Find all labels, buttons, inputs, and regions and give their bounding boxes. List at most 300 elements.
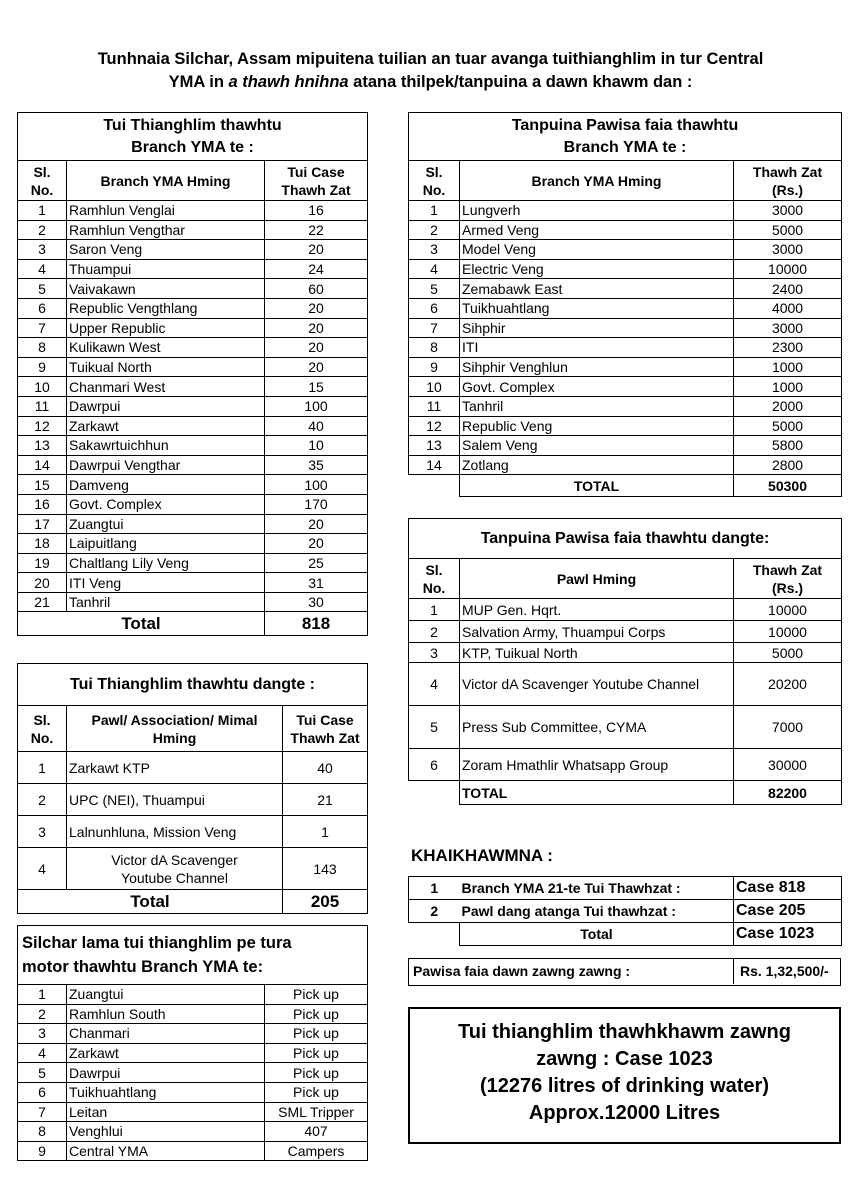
row-val: 20 (265, 534, 368, 554)
other-water-title-row (18, 664, 368, 706)
row-no: 1 (409, 201, 460, 221)
branch-water-title-row (18, 113, 368, 161)
branch-water-title-1: Tui Thianghlim thawhtu (103, 116, 282, 134)
row-val: 40 (265, 416, 368, 436)
row-name: Govt. Complex (67, 494, 265, 514)
row-name: Tanhril (460, 396, 734, 416)
header-line-2 (10, 71, 851, 94)
summary-row (409, 877, 842, 900)
row-name: Saron Veng (67, 240, 265, 260)
row-label: Branch YMA 21-te Tui Thawhzat : (460, 877, 734, 900)
row-name: Zemabawk East (460, 279, 734, 299)
row-name: Sihphir (460, 318, 734, 338)
total-label: Total (460, 923, 734, 946)
row-no: 4 (18, 259, 67, 279)
transport-title-row (18, 926, 368, 985)
row-val: 20 (265, 357, 368, 377)
row-name: Electric Veng (460, 259, 734, 279)
row-no: 3 (18, 1024, 67, 1044)
col-name: Branch YMA Hming (460, 161, 734, 201)
row-val: 10 (265, 436, 368, 456)
row-val: 20200 (734, 663, 842, 706)
other-money-header-row (409, 559, 842, 599)
row-val: 31 (265, 573, 368, 593)
row-val: 1000 (734, 357, 842, 377)
col-val-2: Thawh Zat (290, 729, 360, 746)
col-sl-1: Sl. (425, 561, 443, 578)
col-sl (409, 161, 460, 201)
row-name: Zarkawt (67, 416, 265, 436)
blank-cell (409, 475, 460, 497)
row-name: Victor dA Scavenger Youtube Channel (460, 663, 734, 706)
row-val: 10000 (734, 599, 842, 621)
other-water-title: Tui Thianghlim thawhtu dangte : (18, 664, 368, 706)
row-name: Tanhril (67, 592, 265, 612)
row-no: 14 (18, 455, 67, 475)
row-val: 20 (265, 298, 368, 318)
table-row (18, 1141, 368, 1161)
table-row (18, 573, 368, 593)
row-val: 20 (265, 514, 368, 534)
table-row (18, 201, 368, 221)
col-val-1: Thawh Zat (752, 163, 823, 180)
row-no: 10 (409, 377, 460, 397)
final-line-1: Tui thianghlim thawhkhawm zawng (458, 1021, 791, 1043)
total-label: Total (18, 890, 283, 914)
row-name: Sakawrtuichhun (67, 436, 265, 456)
col-sl-2: No. (30, 181, 54, 198)
table-row (18, 396, 368, 416)
col-name (67, 706, 283, 752)
col-name-2: Hming (152, 729, 197, 746)
table-row (409, 396, 842, 416)
table-row (409, 416, 842, 436)
transport-body (18, 926, 368, 1161)
table-row (18, 592, 368, 612)
table-row (409, 455, 842, 475)
col-sl-2: No. (422, 181, 446, 198)
row-no: 6 (18, 298, 67, 318)
row-name (67, 848, 283, 890)
row-name: Chaltlang Lily Veng (67, 553, 265, 573)
row-name: Zuangtui (67, 985, 265, 1005)
row-val: Pick up (265, 1043, 368, 1063)
row-no: 4 (409, 259, 460, 279)
row-val: Pick up (265, 1063, 368, 1083)
row-no: 4 (18, 848, 67, 890)
row-val: 21 (283, 784, 368, 816)
row-no: 1 (18, 201, 67, 221)
row-name-2: Youtube Channel (121, 869, 228, 886)
row-name: Tuikhuahtlang (460, 298, 734, 318)
total-value: 50300 (734, 475, 842, 497)
row-name: Republic Vengthlang (67, 298, 265, 318)
row-name: KTP, Tuikual North (460, 643, 734, 663)
col-sl-2: No. (30, 729, 54, 746)
table-row (18, 1122, 368, 1142)
row-val: Case 818 (734, 877, 842, 900)
row-no: 3 (18, 816, 67, 848)
row-no: 15 (18, 475, 67, 495)
row-name: Chanmari West (67, 377, 265, 397)
total-value: Case 1023 (734, 923, 842, 946)
row-val: 30 (265, 592, 368, 612)
row-name: Upper Republic (67, 318, 265, 338)
table-row (409, 279, 842, 299)
row-val: 30000 (734, 749, 842, 781)
table-row (18, 816, 368, 848)
total-value: 205 (283, 890, 368, 914)
row-no: 4 (18, 1043, 67, 1063)
row-val: 5800 (734, 436, 842, 456)
table-row (409, 318, 842, 338)
branch-water-header-row (18, 161, 368, 201)
branch-money-table (408, 112, 842, 497)
branch-water-title (18, 113, 368, 161)
table-row (18, 1043, 368, 1063)
table-row (18, 318, 368, 338)
row-val: 4000 (734, 298, 842, 318)
branch-money-title (409, 113, 842, 161)
money-total-label: Pawisa faia dawn zawng zawng : (413, 963, 631, 979)
row-name: Dawrpui (67, 1063, 265, 1083)
row-val: 35 (265, 455, 368, 475)
transport-title (18, 926, 368, 985)
branch-money-title-1: Tanpuina Pawisa faia thawhtu (511, 116, 739, 134)
other-money-title: Tanpuina Pawisa faia thawhtu dangte: (409, 519, 842, 559)
col-sl-2: No. (422, 579, 446, 596)
table-row (18, 1063, 368, 1083)
row-val: 25 (265, 553, 368, 573)
row-val: 143 (283, 848, 368, 890)
transport-title-1: Silchar lama tui thianghlim pe tura (22, 934, 292, 952)
table-row (18, 848, 368, 890)
table-row (409, 220, 842, 240)
branch-money-header-row (409, 161, 842, 201)
row-no: 2 (18, 784, 67, 816)
header-line-2-start: YMA in (168, 73, 229, 91)
row-val: 170 (265, 494, 368, 514)
table-row (18, 475, 368, 495)
row-name: Tuikual North (67, 357, 265, 377)
row-no: 7 (409, 318, 460, 338)
summary-total-row (409, 923, 842, 946)
table-row (18, 240, 368, 260)
row-val: Case 205 (734, 900, 842, 923)
branch-water-title-2: Branch YMA te : (131, 138, 254, 156)
table-row (409, 663, 842, 706)
final-line-2: zawng : Case 1023 (536, 1048, 713, 1070)
table-row (18, 377, 368, 397)
row-val: Pick up (265, 1024, 368, 1044)
row-no: 17 (18, 514, 67, 534)
row-no: 3 (18, 240, 67, 260)
row-val: 60 (265, 279, 368, 299)
row-name: Zuangtui (67, 514, 265, 534)
row-no: 2 (18, 1004, 67, 1024)
total-value: 818 (265, 612, 368, 636)
money-total-value: Rs. 1,32,500/- (740, 963, 829, 979)
row-no: 5 (409, 706, 460, 749)
row-val: 20 (265, 240, 368, 260)
row-no: 20 (18, 573, 67, 593)
row-val: 10000 (734, 621, 842, 643)
other-water-table (17, 663, 368, 914)
other-water-header-row (18, 706, 368, 752)
branch-water-table (17, 112, 368, 636)
table-row (409, 240, 842, 260)
table-row (18, 1004, 368, 1024)
col-name: Pawl Hming (460, 559, 734, 599)
transport-table (17, 925, 368, 1161)
row-no: 9 (18, 357, 67, 377)
row-val: 1 (283, 816, 368, 848)
row-name: Zotlang (460, 455, 734, 475)
row-no: 11 (409, 396, 460, 416)
final-line-3: (12276 litres of drinking water) (480, 1075, 769, 1097)
table-row (409, 643, 842, 663)
row-no: 4 (409, 663, 460, 706)
col-val (283, 706, 368, 752)
row-no: 14 (409, 455, 460, 475)
table-row (409, 749, 842, 781)
row-no: 6 (409, 298, 460, 318)
money-divider (733, 959, 734, 984)
col-sl-1: Sl. (425, 163, 443, 180)
total-value: 82200 (734, 781, 842, 805)
branch-money-title-2: Branch YMA te : (563, 138, 687, 156)
table-row (18, 416, 368, 436)
col-sl-1: Sl. (33, 711, 51, 728)
table-row (409, 338, 842, 358)
total-label: Total (18, 612, 265, 636)
total-row (18, 890, 368, 914)
table-row (18, 338, 368, 358)
row-name: Tuikhuahtlang (67, 1082, 265, 1102)
row-val: 2000 (734, 396, 842, 416)
other-money-table (408, 518, 842, 805)
row-no: 6 (409, 749, 460, 781)
row-name: Leitan (67, 1102, 265, 1122)
row-val: SML Tripper (265, 1102, 368, 1122)
row-val: 16 (265, 201, 368, 221)
branch-money-body (409, 113, 842, 497)
row-no: 1 (18, 752, 67, 784)
table-row (409, 377, 842, 397)
row-val: 2400 (734, 279, 842, 299)
row-no: 2 (409, 900, 460, 923)
row-name-1: Victor dA Scavenger (111, 851, 238, 868)
row-no: 8 (18, 1122, 67, 1142)
row-val: 1000 (734, 377, 842, 397)
row-val: 3000 (734, 201, 842, 221)
row-name: UPC (NEI), Thuampui (67, 784, 283, 816)
table-row (18, 985, 368, 1005)
table-row (409, 298, 842, 318)
header-line-1: Tunhnaia Silchar, Assam mipuitena tuilian an tuar avanga tuithianghlim in tur Central (97, 50, 764, 68)
table-row (18, 534, 368, 554)
summary-table (408, 876, 842, 946)
col-val-1: Tui Case (287, 163, 345, 180)
row-val: Pick up (265, 985, 368, 1005)
row-name: Armed Veng (460, 220, 734, 240)
row-val: 15 (265, 377, 368, 397)
row-name: Central YMA (67, 1141, 265, 1161)
page-header (10, 48, 851, 94)
row-no: 12 (409, 416, 460, 436)
row-val: 3000 (734, 240, 842, 260)
row-no: 8 (18, 338, 67, 358)
final-line-4: Approx.12000 Litres (528, 1102, 721, 1124)
table-row (18, 784, 368, 816)
row-val: 40 (283, 752, 368, 784)
row-name: Salvation Army, Thuampui Corps (460, 621, 734, 643)
row-name: Zoram Hmathlir Whatsapp Group (460, 749, 734, 781)
row-no: 21 (18, 592, 67, 612)
total-row (409, 781, 842, 805)
table-row (409, 621, 842, 643)
row-no: 2 (409, 621, 460, 643)
table-row (409, 201, 842, 221)
row-name: Kulikawn West (67, 338, 265, 358)
blank-cell (409, 923, 460, 946)
row-name: Salem Veng (460, 436, 734, 456)
row-val: Campers (265, 1141, 368, 1161)
row-no: 11 (18, 396, 67, 416)
row-name: Zarkawt KTP (67, 752, 283, 784)
money-total-box (408, 958, 841, 986)
row-val: 100 (265, 396, 368, 416)
row-no: 16 (18, 494, 67, 514)
col-val-2: Thawh Zat (281, 181, 351, 198)
total-label: TOTAL (460, 475, 734, 497)
table-row (18, 1082, 368, 1102)
table-row (409, 436, 842, 456)
row-val: 24 (265, 259, 368, 279)
header-line-2-italic: a thawh hnihna (228, 73, 349, 91)
row-no: 13 (18, 436, 67, 456)
col-sl-1: Sl. (33, 163, 51, 180)
row-name: Sihphir Venghlun (460, 357, 734, 377)
row-val: 2300 (734, 338, 842, 358)
row-no: 1 (18, 985, 67, 1005)
row-no: 3 (409, 240, 460, 260)
row-val: 3000 (734, 318, 842, 338)
row-val: 407 (265, 1122, 368, 1142)
total-label: TOTAL (460, 781, 734, 805)
row-name: Venghlui (67, 1122, 265, 1142)
col-name-1: Pawl/ Association/ Mimal (91, 711, 258, 728)
row-name: Republic Veng (460, 416, 734, 436)
other-money-body (409, 519, 842, 805)
row-no: 2 (409, 220, 460, 240)
col-val-1: Tui Case (296, 711, 354, 728)
row-name: Lalnunhluna, Mission Veng (67, 816, 283, 848)
row-no: 8 (409, 338, 460, 358)
col-val (734, 559, 842, 599)
row-name: Chanmari (67, 1024, 265, 1044)
row-val: Pick up (265, 1082, 368, 1102)
table-row (18, 494, 368, 514)
col-val (265, 161, 368, 201)
table-row (18, 1102, 368, 1122)
blank-cell (409, 781, 460, 805)
row-name: ITI Veng (67, 573, 265, 593)
summary-row (409, 900, 842, 923)
row-no: 2 (18, 220, 67, 240)
row-name: ITI (460, 338, 734, 358)
row-name: Ramhlun Venglai (67, 201, 265, 221)
row-name: Govt. Complex (460, 377, 734, 397)
row-val: 22 (265, 220, 368, 240)
table-row (409, 259, 842, 279)
row-no: 5 (18, 1063, 67, 1083)
col-sl (409, 559, 460, 599)
row-val: 5000 (734, 416, 842, 436)
table-row (18, 1024, 368, 1044)
table-row (409, 706, 842, 749)
col-sl (18, 161, 67, 201)
row-no: 10 (18, 377, 67, 397)
row-name: Damveng (67, 475, 265, 495)
other-water-body (18, 664, 368, 914)
table-row (18, 279, 368, 299)
table-row (18, 298, 368, 318)
table-row (18, 752, 368, 784)
branch-water-body (18, 113, 368, 636)
row-val: 20 (265, 318, 368, 338)
table-row (18, 259, 368, 279)
col-sl (18, 706, 67, 752)
row-no: 19 (18, 553, 67, 573)
table-row (18, 357, 368, 377)
row-no: 18 (18, 534, 67, 554)
row-val: Pick up (265, 1004, 368, 1024)
row-val: 2800 (734, 455, 842, 475)
row-val: 5000 (734, 643, 842, 663)
table-row (18, 436, 368, 456)
total-row (18, 612, 368, 636)
table-row (18, 220, 368, 240)
row-no: 7 (18, 318, 67, 338)
table-row (18, 514, 368, 534)
row-val: 10000 (734, 259, 842, 279)
row-name: Lungverh (460, 201, 734, 221)
col-val-2: (Rs.) (771, 579, 804, 596)
branch-money-title-row (409, 113, 842, 161)
row-no: 9 (18, 1141, 67, 1161)
row-name: Dawrpui Vengthar (67, 455, 265, 475)
row-name: Laipuitlang (67, 534, 265, 554)
row-name: Press Sub Committee, CYMA (460, 706, 734, 749)
row-label: Pawl dang atanga Tui thawhzat : (460, 900, 734, 923)
row-name: Vaivakawn (67, 279, 265, 299)
other-money-title-row (409, 519, 842, 559)
col-name: Branch YMA Hming (67, 161, 265, 201)
row-name: Model Veng (460, 240, 734, 260)
row-name: Zarkawt (67, 1043, 265, 1063)
row-name: Dawrpui (67, 396, 265, 416)
col-val-1: Thawh Zat (752, 561, 823, 578)
row-val: 100 (265, 475, 368, 495)
final-summary-box (408, 1007, 841, 1144)
total-row (409, 475, 842, 497)
summary-title: KHAIKHAWMNA : (411, 846, 553, 865)
header-line-2-end: atana thilpek/tanpuina a dawn khawm dan : (348, 73, 693, 91)
row-no: 9 (409, 357, 460, 377)
table-row (409, 357, 842, 377)
table-row (18, 455, 368, 475)
